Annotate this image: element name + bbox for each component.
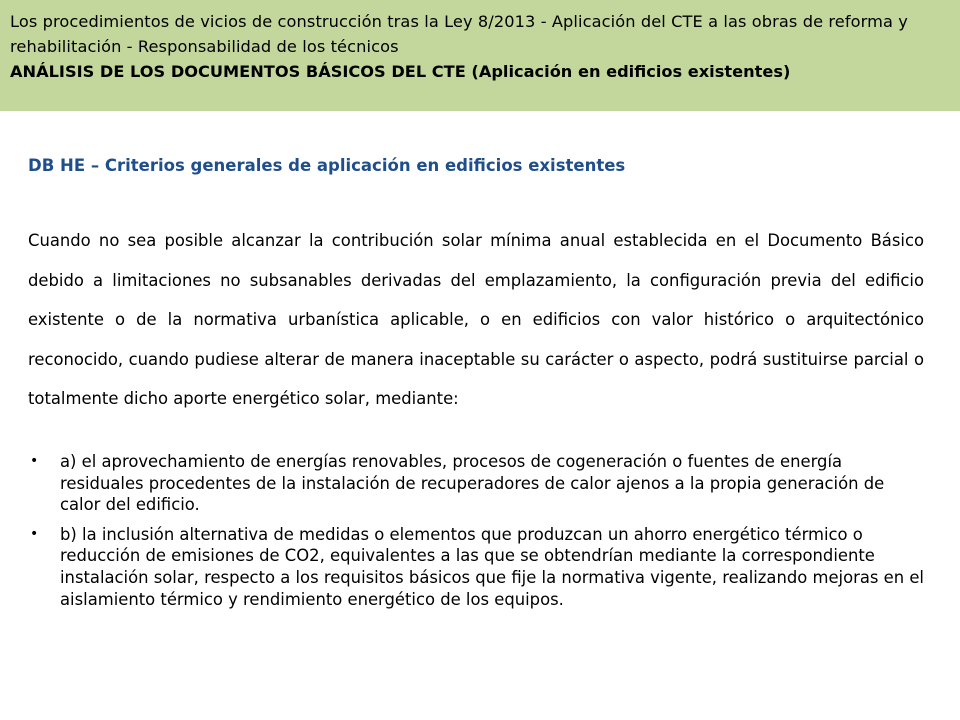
bullet-text: a) el aprovechamiento de energías renovables, procesos de cogeneración o fuentes de energía residuales procedentes de la instalación de recuperadores de calor ajenos a la propia generación de calor del edificio. [60,452,885,515]
slide-header [0,0,960,111]
section-heading: DB HE – Criterios generales de aplicación en edificios existentes [28,156,626,175]
body-paragraph: Cuando no sea posible alcanzar la contribución solar mínima anual establecida en el Documento Básico debido a limitaciones no subsanables derivadas del emplazamiento, la configuración previa del edificio existente o de la normativa urbanística aplicable, o en edificios con valor histórico o arquitectónico reconocido, cuando pudiese alterar de manera inaceptable su carácter o aspecto, podrá sustituirse parcial o totalmente dicho aporte energético solar, mediante: [28,231,924,409]
bullet-text: b) la inclusión alternativa de medidas o elementos que produzcan un ahorro energético térmico o reducción de emisiones de CO2, equivalentes a las que se obtendrían mediante la correspondiente instalación solar, respecto a los requisitos básicos que fije la normativa vigente, realizando mejoras en el aislamiento térmico y rendimiento energético de los equipos. [60,524,924,609]
header-title: ANÁLISIS DE LOS DOCUMENTOS BÁSICOS DEL CTE (Aplicación en edificios existentes) [10,62,791,81]
bullet-icon: • [30,525,39,542]
bullet-list [28,451,924,618]
slide-content [28,153,926,609]
header-subtitle: Los procedimientos de vicios de construcción tras la Ley 8/2013 - Aplicación del CTE a las obras de reforma y rehabilitación - Responsabilidad de los técnicos [10,12,908,56]
list-item [28,524,924,610]
bullet-icon: • [30,453,39,469]
list-item [28,451,924,516]
